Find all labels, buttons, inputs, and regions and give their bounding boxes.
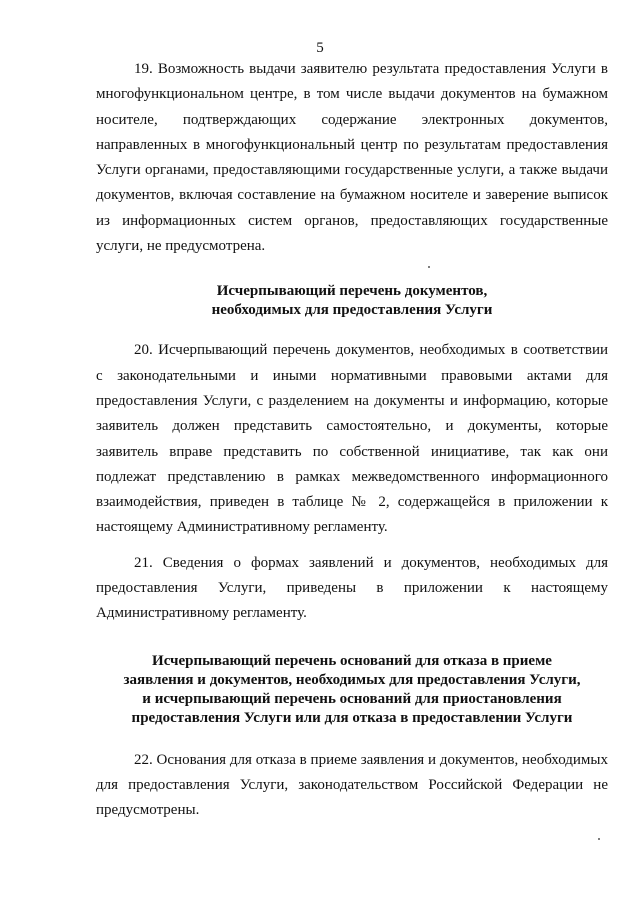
heading-documents-list: [96, 282, 608, 320]
heading-line: заявления и документов, необходимых для предоставления Услуги,: [123, 671, 581, 688]
paragraph-20: 20. Исчерпывающий перечень документов, необходимых в соответствии с законодательными и иными нормативными правовыми актами для предоставления Услуги, с разделением на документы и информацию, которые заявитель должен представить самостоятельно, и документы, которые заявитель вправе представить по собственной инициативе, так как они подлежат представлению в рамках межведомственного информационного взаимодействия, приведен в таблице № 2, содержащейся в приложении к настоящему Административному регламенту.: [96, 342, 608, 536]
heading-line: предоставления Услуги или для отказа в предоставлении Услуги: [131, 709, 573, 726]
page-number: 5: [316, 40, 324, 56]
document-body: [96, 57, 608, 824]
paragraph-22: 22. Основания для отказа в приеме заявления и документов, необходимых для предоставления Услуги, законодательством Российской Федерации не предусмотрены.: [96, 751, 608, 819]
heading-line: Исчерпывающий перечень документов,: [216, 283, 488, 300]
paragraph-19: 19. Возможность выдачи заявителю результата предоставления Услуги в многофункциональном центре, в том числе выдачи документов на бумажном носителе, подтверждающих содержание электронных документов, направленных в многофункциональный центр по результатам предоставления Услуги органами, предоставляющими государственные услуги, а также выдачи документов, включая составление на бумажном носителе и заверение выписок из информационных систем органов, предоставляющих государственные услуги, не предусмотрена.: [96, 61, 608, 255]
heading-line: Исчерпывающий перечень оснований для отказа в приеме: [152, 652, 552, 669]
heading-refusal-grounds: [96, 652, 608, 728]
heading-line: необходимых для предоставления Услуги: [211, 302, 493, 319]
heading-line: и исчерпывающий перечень оснований для приостановления: [142, 690, 562, 707]
scan-speck: [428, 266, 430, 268]
paragraph-21: 21. Сведения о формах заявлений и документов, необходимых для предоставления Услуги, приведены в приложении к настоящему Административному регламенту.: [96, 554, 608, 622]
scan-speck: [598, 838, 600, 840]
